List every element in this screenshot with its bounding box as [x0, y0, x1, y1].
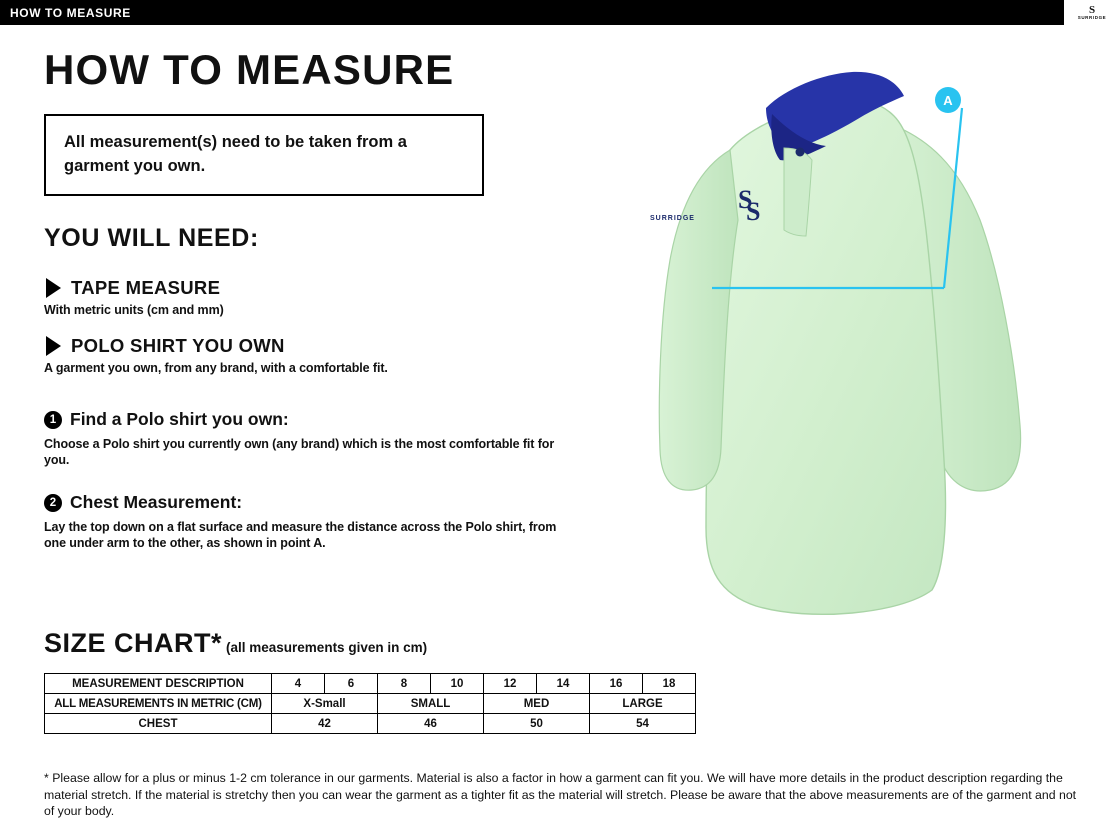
table-row-bands	[45, 694, 696, 714]
size-cell: 10	[431, 674, 484, 694]
size-chart-heading	[44, 628, 1084, 659]
band-cell: MED	[484, 694, 590, 714]
size-cell: 12	[484, 674, 537, 694]
top-bar	[0, 0, 1120, 25]
size-cell: 6	[325, 674, 378, 694]
chest-cell: 42	[272, 714, 378, 734]
size-chart-heading-main: SIZE CHART*	[44, 628, 223, 658]
size-chart-table	[44, 673, 696, 734]
footnote-text: * Please allow for a plus or minus 1-2 cm tolerance in our garments. Material is also a factor in how a garment can fit you. We will have more details in the product description regarding the material stretch. If the material is stretchy then you can wear the garment as a tighter fit as the material will stretch. Please be aware that the above measurements are of the garment and not of your body.	[44, 771, 1077, 818]
triangle-bullet-icon	[46, 278, 61, 298]
instructions-column	[44, 48, 564, 575]
chest-cell: 50	[484, 714, 590, 734]
top-bar-title: HOW TO MEASURE	[10, 5, 131, 20]
measure-point-a-callout: A	[935, 87, 961, 113]
need-label: POLO SHIRT YOU OWN	[71, 335, 285, 356]
shirt-button-icon	[796, 148, 805, 157]
need-item-tape-measure	[44, 277, 564, 317]
step-body: Lay the top down on a flat surface and measure the distance across the Polo shirt, from one under arm to the other, as shown in point A.	[44, 520, 557, 550]
step-title: Find a Polo shirt you own:	[70, 409, 289, 429]
polo-shirt-graphic	[560, 30, 1100, 650]
need-sub: A garment you own, from any brand, with a comfortable fit.	[44, 361, 388, 375]
need-label: TAPE MEASURE	[71, 277, 221, 298]
svg-text:S: S	[738, 185, 753, 214]
brand-mark-icon: S	[1088, 3, 1096, 16]
chest-cell: 46	[378, 714, 484, 734]
size-chart-heading-sub: (all measurements given in cm)	[226, 640, 428, 655]
size-cell: 18	[643, 674, 696, 694]
brand-wordmark: SURRIDGE	[1077, 14, 1107, 20]
notice-box	[44, 114, 484, 196]
band-cell: LARGE	[590, 694, 696, 714]
triangle-bullet-icon	[46, 336, 61, 356]
row-label-measurement-description: MEASUREMENT DESCRIPTION	[45, 674, 272, 694]
steps-list	[44, 409, 564, 551]
size-cell: 16	[590, 674, 643, 694]
table-row-sizes	[45, 674, 696, 694]
chest-cell: 54	[590, 714, 696, 734]
shirt-logo-text: SURRIDGE	[650, 215, 695, 222]
notice-text: All measurement(s) need to be taken from a garment you own.	[64, 133, 407, 175]
brand-logo	[1064, 0, 1120, 25]
you-will-need-title: YOU WILL NEED:	[44, 224, 259, 252]
step-2	[44, 492, 564, 551]
shirt-body	[706, 100, 946, 615]
step-title: Chest Measurement:	[70, 492, 243, 512]
table-row-chest	[45, 714, 696, 734]
size-cell: 8	[378, 674, 431, 694]
page-title: HOW TO MEASURE	[44, 46, 455, 93]
step-number-badge: 2	[44, 494, 62, 512]
row-label-metric: ALL MEASUREMENTS IN METRIC (CM)	[45, 694, 272, 714]
need-sub: With metric units (cm and mm)	[44, 303, 224, 317]
size-cell: 14	[537, 674, 590, 694]
svg-text:S: S	[746, 197, 761, 226]
size-cell: 4	[272, 674, 325, 694]
polo-shirt-illustration	[560, 30, 1100, 650]
step-body: Choose a Polo shirt you currently own (any brand) which is the most comfortable fit for you.	[44, 437, 555, 467]
step-1	[44, 409, 564, 468]
size-chart-section	[44, 628, 1084, 734]
band-cell: SMALL	[378, 694, 484, 714]
row-label-chest: CHEST	[45, 714, 272, 734]
need-item-polo-shirt	[44, 335, 564, 375]
step-number-badge: 1	[44, 411, 62, 429]
band-cell: X-Small	[272, 694, 378, 714]
